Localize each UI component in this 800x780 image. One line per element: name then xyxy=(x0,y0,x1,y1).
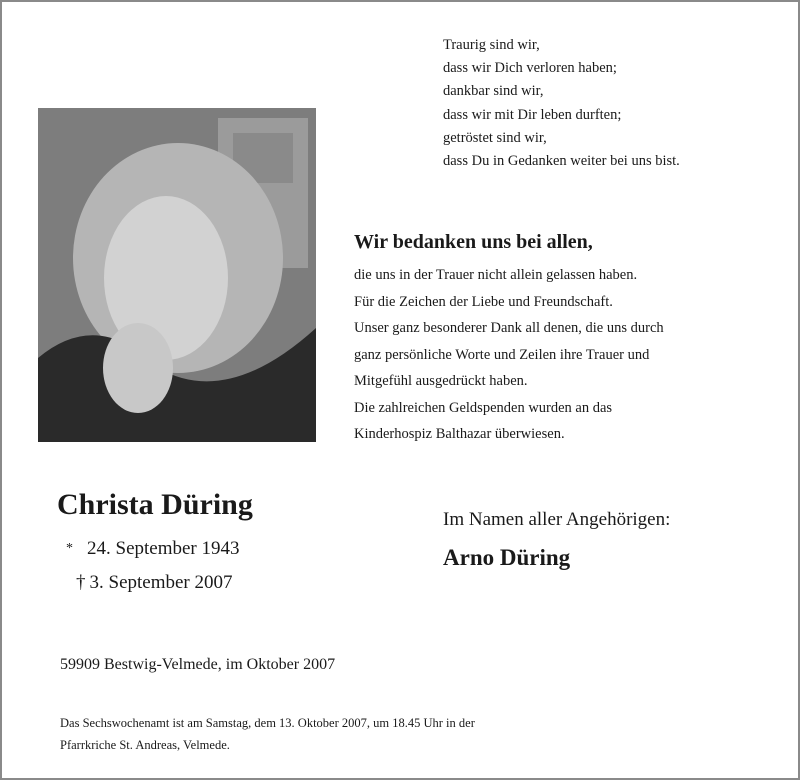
notice-line: Pfarrkriche St. Andreas, Velmede. xyxy=(60,738,230,752)
signatory-name: Arno Düring xyxy=(443,545,571,570)
death-date-line xyxy=(76,572,233,594)
poem-line: dass wir mit Dir leben durften; xyxy=(443,106,622,123)
thanks-line: ganz persönliche Worte und Zeilen ihre Trauer und xyxy=(354,346,650,363)
thanks-heading: Wir bedanken uns bei allen, xyxy=(354,231,593,253)
thanks-line: Unser ganz besonderer Dank all denen, die uns durch xyxy=(354,320,664,336)
poem-line: dankbar sind wir, xyxy=(443,83,544,100)
poem xyxy=(443,34,680,173)
thanks-line: die uns in der Trauer nicht allein gelassen haben. xyxy=(354,267,638,283)
birth-date: 24. September 1943 xyxy=(87,538,240,559)
poem-line: Traurig sind wir, xyxy=(443,37,540,53)
poem-line: getröstet sind wir, xyxy=(443,129,547,146)
death-date: 3. September 2007 xyxy=(89,572,233,593)
deceased-name: Christa Düring xyxy=(57,488,253,521)
birth-star-icon: * xyxy=(66,541,73,556)
thanks-line: Für die Zeichen der Liebe und Freundschaft. xyxy=(354,293,613,310)
place-date: 59909 Bestwig-Velmede, im Oktober 2007 xyxy=(60,656,336,673)
thanks-line: Die zahlreichen Geldspenden wurden an das xyxy=(354,399,613,416)
birth-date-line xyxy=(66,538,240,560)
thanks-text xyxy=(354,262,664,448)
on-behalf-text: Im Namen aller Angehörigen: xyxy=(443,509,671,530)
poem-line: dass Du in Gedanken weiter bei uns bist. xyxy=(443,153,680,170)
thanks-line: Mitgefühl ausgedrückt haben. xyxy=(354,373,528,389)
notice-line: Das Sechswochenamt ist am Samstag, dem 13. Oktober 2007, um 18.45 Uhr in der xyxy=(60,716,475,730)
thanks-line: Kinderhospiz Balthazar überwiesen. xyxy=(354,426,565,442)
poem-line: dass wir Dich verloren haben; xyxy=(443,60,617,77)
portrait-photo xyxy=(38,108,316,442)
mass-notice xyxy=(60,712,475,756)
dagger-icon: † xyxy=(76,572,86,593)
